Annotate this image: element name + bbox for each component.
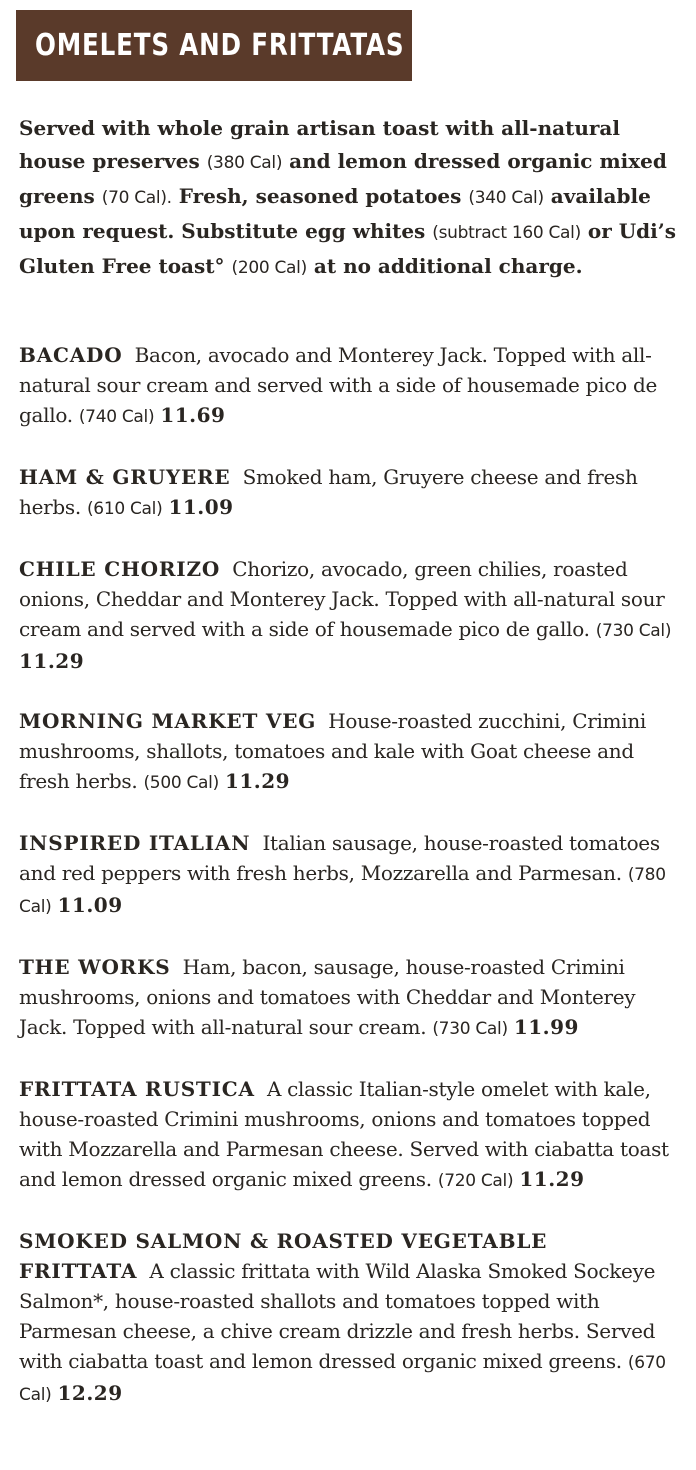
item-name: FRITTATA RUSTICA (19, 1077, 255, 1101)
item-name: SMOKED SALMON & ROASTED VEGETABLE FRITTATA (19, 1229, 548, 1283)
menu-item-bacado (19, 340, 679, 432)
section-header (16, 10, 412, 81)
menu-item-chile-chorizo (19, 554, 679, 676)
intro-part: Fresh, seasoned potatoes (178, 184, 462, 208)
intro-text (19, 112, 679, 285)
menu-item-the-works (19, 952, 679, 1044)
item-description: A classic Italian-style omelet with kale, house-roasted Crimini mushrooms, onions and tomatoes topped with Mozzarella and Parmesan cheese. Served with ciabatta toast and lemon dressed organic mixed greens. (19, 1077, 669, 1191)
item-calories: (730 Cal) (432, 1019, 508, 1039)
menu-items (19, 340, 679, 1440)
item-price: 11.69 (160, 403, 226, 427)
item-description: Smoked ham, Gruyere cheese and fresh herbs. (19, 465, 638, 519)
item-price: 11.29 (519, 1167, 585, 1191)
item-price: 12.29 (57, 1381, 123, 1405)
item-calories: (610 Cal) (86, 499, 163, 519)
item-description: Bacon, avocado and Monterey Jack. Topped with all-natural sour cream and served with a side of housemade pico de gallo. (19, 343, 657, 427)
intro-part: and lemon dressed organic mixed greens (19, 149, 667, 208)
item-description: A classic frittata with Wild Alaska Smoked Sockeye Salmon*, house-roasted shallots and tomatoes topped with Parmesan cheese, a chive cream drizzle and fresh herbs. Served with ciabatta toast and lemon dressed organic mixed greens. (19, 1259, 656, 1373)
intro-part: available upon request. Substitute egg whites (19, 184, 651, 243)
menu-item-smoked-salmon-frittata (19, 1226, 679, 1410)
item-price: 11.09 (168, 495, 234, 519)
item-name: BACADO (19, 343, 123, 367)
intro-part: Served with whole grain artisan toast with all-natural house preserves (19, 116, 620, 173)
item-price: 11.99 (513, 1015, 579, 1039)
intro-part: or Udi’s Gluten Free toast° (19, 219, 676, 278)
item-description: Chorizo, avocado, green chilies, roasted onions, Cheddar and Monterey Jack. Topped with all-natural sour cream and served with a side of housemade pico de gallo. (19, 557, 665, 641)
section-title: OMELETS AND FRITTATAS (35, 28, 405, 63)
intro-part: at no additional charge. (313, 254, 583, 278)
item-name: CHILE CHORIZO (19, 557, 221, 581)
item-name: INSPIRED ITALIAN (19, 831, 251, 855)
menu-item-inspired-italian (19, 828, 679, 922)
item-name: THE WORKS (19, 955, 171, 979)
item-description: House-roasted zucchini, Crimini mushrooms, shallots, tomatoes and kale with Goat cheese and fresh herbs. (19, 709, 646, 793)
intro-calories: (380 Cal) (206, 153, 283, 173)
menu-item-morning-market-veg (19, 706, 679, 798)
item-price: 11.29 (19, 649, 85, 673)
intro-calories: (340 Cal) (468, 188, 544, 208)
item-calories: (780 Cal) (19, 865, 666, 917)
intro-calories: (70 Cal). (101, 188, 172, 208)
item-description: Italian sausage, house-roasted tomatoes and red peppers with fresh herbs, Mozzarella and Parmesan. (19, 831, 660, 885)
item-name: MORNING MARKET VEG (19, 709, 317, 733)
menu-item-ham-gruyere (19, 462, 679, 524)
item-price: 11.29 (224, 769, 291, 793)
item-description: Ham, bacon, sausage, house-roasted Crimini mushrooms, onions and tomatoes with Cheddar and Monterey Jack. Topped with all-natural sour cream. (19, 955, 636, 1039)
intro-calories: (200 Cal) (231, 258, 307, 278)
item-calories: (670 Cal) (19, 1353, 666, 1405)
item-calories: (730 Cal) (595, 621, 672, 641)
item-calories: (500 Cal) (143, 773, 219, 793)
intro-calories: (subtract 160 Cal) (432, 223, 581, 243)
menu-item-frittata-rustica (19, 1074, 679, 1196)
item-calories: (740 Cal) (78, 407, 155, 427)
item-price: 11.09 (57, 893, 123, 917)
item-name: HAM & GRUYERE (19, 465, 231, 489)
item-calories: (720 Cal) (437, 1171, 514, 1191)
